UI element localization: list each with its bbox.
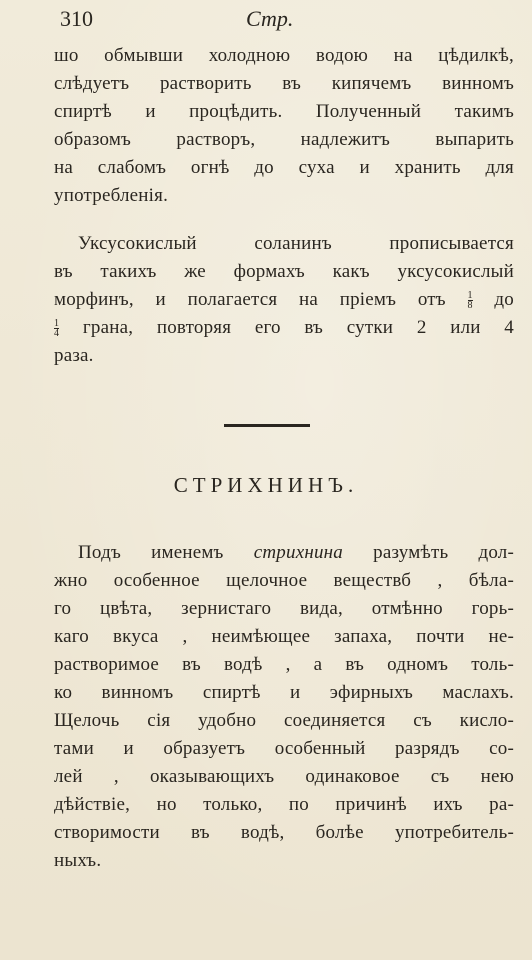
text-line: на слабомъ огнѣ до суха и хранить для [54, 157, 514, 178]
paragraph-strychnine [54, 539, 514, 875]
text-line: образомъ растворъ, надлежитъ выпарить [54, 129, 514, 150]
fraction-denominator: 4 [54, 328, 60, 340]
text-line [54, 539, 514, 567]
text-line: каго вкуса , неимѣющее запаха, почти не- [54, 626, 514, 647]
text-line: Уксусокислый соланинъ прописывается [78, 233, 514, 254]
page-number: 310 [60, 6, 93, 31]
paragraph-solanin-acetate [54, 230, 514, 370]
text-segment: до [494, 289, 514, 310]
text-line: въ такихъ же формахъ какъ уксусокислый [54, 261, 514, 282]
text-segment: разумѣть дол- [373, 542, 515, 563]
text-segment: грана, повторяя его въ сутки 2 или 4 [82, 317, 514, 338]
section-title: СТРИХНИНЪ. [173, 473, 359, 497]
text-line: спиртѣ и процѣдить. Полученный такимъ [54, 101, 514, 122]
running-head: Стр. [246, 6, 294, 31]
fraction-denominator: 8 [467, 300, 473, 312]
text-segment: Подъ именемъ [78, 542, 224, 563]
fraction-numerator: 1 [54, 318, 60, 330]
text-line: слѣдуетъ растворить въ кипячемъ винномъ [54, 73, 514, 94]
text-line-with-fraction [54, 314, 514, 342]
text-line: дѣйствіе, но только, по причинѣ ихъ ра- [54, 794, 514, 815]
text-line: лей , оказывающихъ одинаковое съ нею [54, 766, 514, 787]
text-line: шо обмывши холодною водою на цѣдилкѣ, [54, 45, 514, 66]
text-segment: морфинъ, и полагается на пріемъ отъ [54, 289, 446, 310]
fraction-numerator: 1 [467, 290, 473, 302]
section-divider [224, 424, 310, 427]
text-line: створимости въ водѣ, болѣе употребитель- [54, 822, 514, 843]
page-header [60, 6, 502, 36]
text-line: го цвѣта, зернистаго вида, отмѣнно горь- [54, 598, 514, 619]
text-line: раза. [54, 345, 94, 366]
text-line: жно особенное щелочное веществб , бѣла- [54, 570, 514, 591]
text-line: употребленія. [54, 185, 169, 206]
fraction-one-quarter [54, 319, 59, 338]
text-line: ко винномъ спиртѣ и эфирныхъ маслахъ. [54, 682, 514, 703]
text-line: растворимое въ водѣ , а въ одномъ толь- [54, 654, 514, 675]
paragraph-continuation [54, 42, 514, 210]
text-line-with-fraction [54, 286, 514, 314]
text-line: ныхъ. [54, 850, 102, 871]
text-line: Щелочь сія удобно соединяется съ кисло- [54, 710, 514, 731]
italic-term: стрихнина [253, 542, 343, 563]
text-line: тами и образуетъ особенный разрядъ со- [54, 738, 514, 759]
fraction-one-eighth [468, 291, 473, 310]
